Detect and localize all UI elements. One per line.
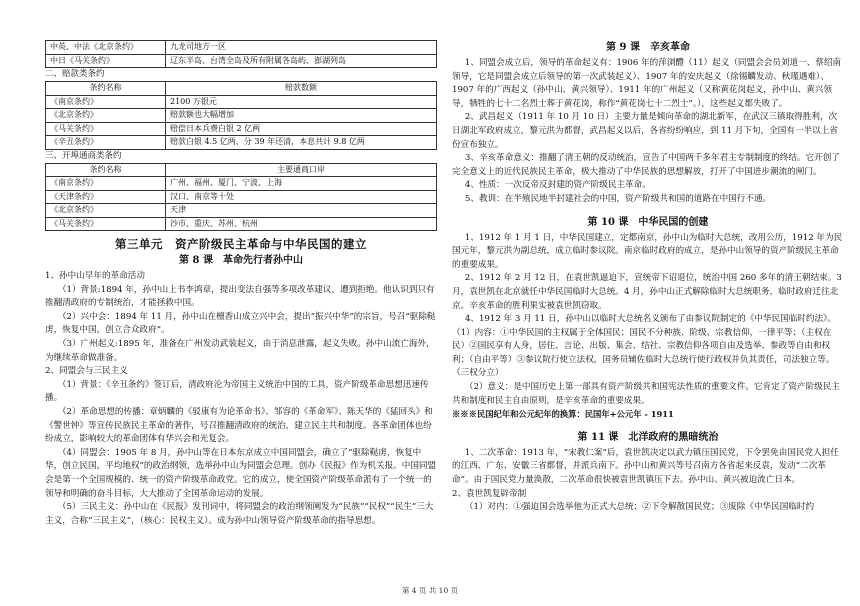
section-heading-indemnity: 二、赔款类条约 xyxy=(45,69,105,79)
unit-title: 第三单元 资产阶级民主革命与中华民国的建立 xyxy=(115,237,367,251)
table-row xyxy=(46,95,437,109)
table-cell: 《天津条约》 xyxy=(46,190,166,204)
paragraph: （2）意义：是中国历史上第一部具有资产阶级共和国宪法性质的重要文件。它肯定了资产阶级民主共和制度和民主自由原则，是辛亥革命的重要成果。 xyxy=(452,382,840,406)
page-number-footer: 第 4 页 共 10 页 xyxy=(401,586,459,595)
paragraph: 2、武昌起义（1911 年 10 月 10 日）主要力量是倾向革命的湖北新军，在武汉三镇取得胜利，次日湖北军政府成立，黎元洪为都督，武昌起义以后，各省纷纷响应，到 11 月下旬，全国有一半以上省份宣布独立。 xyxy=(452,112,838,150)
table-cell: 《辛丑条约》 xyxy=(46,136,166,150)
table-cell: 赔款额也大幅增加 xyxy=(166,109,437,123)
table-row xyxy=(46,136,437,150)
ceded-territory-table xyxy=(45,40,437,68)
paragraph: 1、1912 年 1 月 1 日，中华民国建立，定都南京，孙中山为临时大总统，改用公历，1912 年为民国元年，黎元洪为副总统，成立临时参议院。南京临时政府的成立，是孙中山领导的资产阶级民主革命的重要成果。 xyxy=(452,232,843,270)
table-cell: 赔偿日本兵费白银 2 亿两 xyxy=(166,122,437,136)
paragraph: 1、二次革命：1913 年，“宋教仁案”后，袁世凯决定以武力镇压国民党，下令罢免由国民党人担任的江西、广东、安徽三省都督，并派兵南下。孙中山和黄兴等号召南方各省起来反袁，发动“二次革命”。由于国民党力量涣散，二次革命很快被袁世凯镇压下去。孙中山、黄兴被迫流亡日本。 xyxy=(452,447,839,486)
table-cell: 2100 万银元 xyxy=(166,95,437,109)
left-column xyxy=(45,40,437,585)
paragraph: （1）背景：《辛丑条约》签订后，清政府沦为帝国主义统治中国的工具，资产阶级革命思想迅速传播。 xyxy=(45,379,429,404)
table-cell: 《南京条约》 xyxy=(46,95,166,109)
table-header-cell: 赔款数额 xyxy=(166,82,437,96)
paragraph: （5）三民主义：孙中山在《民报》发刊词中，将同盟会的政治纲领阐发为“民族”“民权”“民生”三大主义，合称“三民主义”，（核心：民权主义）。成为孙中山领导资产阶级革命的指导思想。 xyxy=(45,502,434,526)
table-row xyxy=(46,41,437,55)
table-cell: 《南京条约》 xyxy=(46,177,166,191)
table-header-cell: 主要通商口岸 xyxy=(166,163,437,177)
paragraph: （1）对内：①强迫国会选举他为正式大总统；②下令解散国民党；③废除《中华民国临时约 xyxy=(464,502,815,513)
right-column xyxy=(452,40,844,585)
paragraph: （1）背景:1894 年，孙中山上书李鸿章，提出变法自强等多项改革建议，遭到拒绝。他认识到只有推翻清政府的专制统治，才能拯救中国。 xyxy=(45,284,435,309)
table-cell: 沙市、重庆、苏州、杭州 xyxy=(166,217,437,231)
table-row xyxy=(46,217,437,231)
lesson-title: 第 8 课 革命先行者孙中山 xyxy=(179,255,303,266)
table-header-cell: 条约名称 xyxy=(46,82,166,96)
lesson-title: 第 9 课 辛亥革命 xyxy=(606,42,690,53)
table-cell: 辽东半岛、台湾全岛及所有附属各岛屿、澎湖列岛 xyxy=(166,54,437,68)
paragraph: 1、同盟会成立后，领导的革命起义有：1906 年的萍浏醴（11）起义（同盟会会员刘道一、蔡绍南领导，它是同盟会成立后领导的第一次武装起义）、1907 年的安庆起义（徐锡麟发动、秋瑾遇难）、1907 年的广西起义（孙中山、黄兴领导）、1911 年的广州起义（又称黄花岗起义，孙中山、黄兴领导，牺牲的七十二名烈士葬于黄花岗，称作“黄花岗七十二烈士”。），这些起义都失败了。 xyxy=(452,58,842,109)
table-row xyxy=(46,54,437,68)
table-row xyxy=(46,190,437,204)
paragraph: 4、1912 年 3 月 11 日，孙中山以临时大总统名义颁布了由参议院制定的《中华民国临时约法》。（1）内容：①中华民国的主权属于全体国民；国民不分种族、阶级、宗教信仰，一律平等；（主权在民）②国民享有人身，居住、言论、出版、集会、结社、宗教信仰各项自由及选举、参政等自由和权利；（自由平等）③参议院行使立法权，国务员辅佐临时大总统行使行政权并负其责任，司法独立等。（三权分立） xyxy=(452,314,836,379)
year-conversion-note: ※※※民国纪年和公元纪年的换算：民国年+公元年 - 1911 xyxy=(452,409,674,420)
ports-table xyxy=(45,163,437,232)
paragraph: 5、教训：在半殖民地半封建社会的中国，资产阶级共和国的道路在中国行不通。 xyxy=(464,193,772,204)
table-row xyxy=(46,204,437,218)
table-header-row xyxy=(46,82,437,96)
paragraph: 2、同盟会与三民主义 xyxy=(45,366,128,377)
paragraph: 1、孙中山早年的革命活动 xyxy=(45,271,145,281)
lesson-title: 第 10 课 中华民国的创建 xyxy=(587,216,709,228)
lesson-title: 第 11 课 北洋政府的黑暗统治 xyxy=(577,431,719,443)
table-cell: 汉口、南京等十处 xyxy=(166,190,437,204)
table-cell: 九龙司地方一区 xyxy=(166,41,437,55)
table-cell: 天津 xyxy=(166,204,437,218)
table-cell: 中日《马关条约》 xyxy=(46,54,166,68)
section-heading-ports: 三、开埠通商类条约 xyxy=(45,150,122,161)
paragraph: （2）兴中会：1894 年 11 月，孙中山在檀香山成立兴中会，提出“振兴中华”的宗旨，号召“驱除鞑虏，恢复中国，创立合众政府”。 xyxy=(45,311,436,336)
paragraph: （4）同盟会：1905 年 8 月，孙中山等在日本东京成立中国同盟会，确立了“驱除鞑虏，恢复中华，创立民国，平均地权”的政治纲领，选举孙中山为同盟会总理。创办《民报》作为机关报。中国同盟会是第一个全国规模的、统一的资产阶级革命政党。它的成立，使全国资产阶级革命派有了一个统一的领导和明确的奋斗目标，大大推动了全国革命运动的发展。 xyxy=(45,447,437,499)
paragraph: 2、袁世凯复辟帝制 xyxy=(452,488,527,499)
indemnity-table xyxy=(45,81,437,150)
table-cell: 《北京条约》 xyxy=(46,204,166,218)
paragraph: （2）革命思想的传播：章炳麟的《驳康有为论革命书》、邹容的《革命军》、陈天华的《猛回头》和《警世钟》等宣传民族民主革命的著作，号召推翻清政府的统治，建立民主共和制度。各革命团体也纷纷成立，影响较大的革命团体有华兴会和光复会。 xyxy=(45,406,433,445)
table-cell: 《马关条约》 xyxy=(46,122,166,136)
paragraph: （3）广州起义:1895 年，准备在广州发动武装起义，由于消息泄露，起义失败。孙中山流亡海外，为继续革命做准备。 xyxy=(45,338,435,363)
table-cell: 广州、福州、厦门、宁波、上海 xyxy=(166,177,437,191)
table-header-row xyxy=(46,163,437,177)
table-header-cell: 条约名称 xyxy=(46,163,166,177)
table-cell: 中英、中法《北京条约》 xyxy=(46,41,166,55)
paragraph: 2、1912 年 2 月 12 日，在袁世凯逼迫下，宣统帝下诏退位，统治中国 260 多年的清王朝结束。3 月，袁世凯在北京就任中华民国临时大总统。4 月，孙中山正式解除临时大总统职务，临时政府迁往北京。辛亥革命的胜利果实被袁世凯窃取。 xyxy=(452,273,842,311)
paragraph: 3、辛亥革命意义：推翻了清王朝的反动统治，宣告了中国两千多年君主专制制度的终结。它开创了完全意义上的近代民族民主革命，极大推动了中华民族的思想解放，打开了中国进步潮流的闸门。 xyxy=(452,153,840,177)
table-cell: 赔款白银 4.5 亿两，分 39 年还清，本息共计 9.8 亿两 xyxy=(166,136,437,150)
table-row xyxy=(46,109,437,123)
table-row xyxy=(46,122,437,136)
table-cell: 《北京条约》 xyxy=(46,109,166,123)
table-cell: 《马关条约》 xyxy=(46,217,166,231)
table-row xyxy=(46,177,437,191)
paragraph: 4、性质：一次反帝反封建的资产阶级民主革命。 xyxy=(464,180,651,191)
